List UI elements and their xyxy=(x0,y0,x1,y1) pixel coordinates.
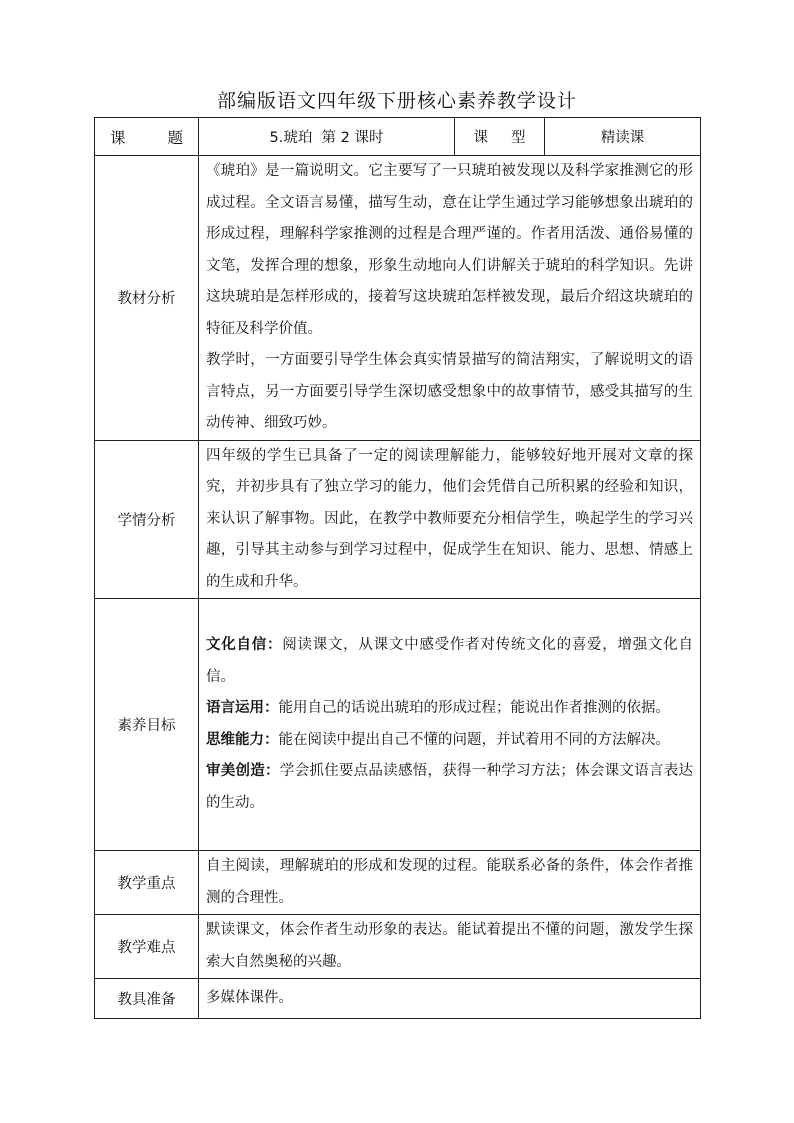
learner-text: 四年级的学生已具备了一定的阅读理解能力，能够较好地开展对文章的探究，并初步具有了独立学习的能力，他们会凭借自己所积累的经验和知识，来认识了解事物。因此，在教学中教师要充分相信学生，唤起学生的学习兴趣，引导其主动参与到学习过程中，促成学生在知识、能力、思想、情感上的生成和升华。 xyxy=(206,447,693,590)
goal-item xyxy=(206,630,693,693)
analysis-label: 教材分析 xyxy=(95,156,199,441)
difficulties-content: 默读课文，体会作者生动形象的表达。能试着提出不懂的问题，激发学生探索大自然奥秘的兴趣。 xyxy=(199,915,701,979)
lesson-plan-table xyxy=(94,117,701,1019)
key-points-label: 教学重点 xyxy=(95,851,199,915)
materials-label: 教具准备 xyxy=(95,979,199,1019)
lesson-title: 5.琥珀 第 2 课时 xyxy=(199,118,455,156)
subject-label-part1: 课 xyxy=(110,128,126,147)
key-points-content: 自主阅读，理解琥珀的形成和发现的过程。能联系必备的条件，体会作者推测的合理性。 xyxy=(199,851,701,915)
difficulties-label: 教学难点 xyxy=(95,915,199,979)
goal-text: 学会抓住要点品读感悟，获得一种学习方法；体会课文语言表达的生动。 xyxy=(206,763,693,811)
analysis-row xyxy=(95,156,701,441)
difficulties-row xyxy=(95,915,701,979)
document-title: 部编版语文四年级下册核心素养教学设计 xyxy=(216,90,577,112)
goal-key: 审美创造： xyxy=(206,763,280,779)
goal-item xyxy=(206,756,693,819)
header-row xyxy=(95,118,701,156)
materials-row xyxy=(95,979,701,1019)
learner-label: 学情分析 xyxy=(95,440,199,599)
type-label: 课 型 xyxy=(455,118,545,156)
analysis-content xyxy=(199,156,701,441)
goal-text: 能在阅读中提出自己不懂的问题，并试着用不同的方法解决。 xyxy=(278,731,670,748)
goal-text: 能用自己的话说出琥珀的形成过程；能说出作者推测的依据。 xyxy=(278,700,670,716)
goal-item xyxy=(206,693,693,725)
goal-text: 阅读课文，从课文中感受作者对传统文化的喜爱，增强文化自信。 xyxy=(206,637,694,685)
type-value: 精读课 xyxy=(545,118,701,156)
learner-content xyxy=(199,440,701,599)
goal-item xyxy=(206,725,693,757)
analysis-paragraph-1: 《琥珀》是一篇说明文。它主要写了一只琥珀被发现以及科学家推测它的形成过程。全文语言易懂，描写生动，意在让学生通过学习能够想象出琥珀的形成过程，理解科学家推测的过程是合理严谨的。作者用活泼、通俗易懂的文笔，发挥合理的想象，形象生动地向人们讲解关于琥珀的科学知识。先讲这块琥珀是怎样形成的，接着写这块琥珀怎样被发现，最后介绍这块琥珀的特征及科学价值。 xyxy=(206,163,693,337)
goals-row xyxy=(95,599,701,851)
goals-label: 素养目标 xyxy=(95,599,199,851)
subject-label-cell xyxy=(95,118,199,156)
subject-label-part2: 题 xyxy=(167,128,183,147)
materials-content: 多媒体课件。 xyxy=(199,979,701,1019)
goal-key: 语言运用： xyxy=(206,700,279,716)
goal-key: 思维能力： xyxy=(206,731,279,748)
goals-content xyxy=(199,599,701,851)
goal-key: 文化自信： xyxy=(206,637,283,653)
analysis-paragraph-2: 教学时，一方面要引导学生体会真实情景描写的简洁翔实，了解说明文的语言特点，另一方面要引导学生深切感受想象中的故事情节，感受其描写的生动传神、细致巧妙。 xyxy=(206,352,693,431)
key-points-row xyxy=(95,851,701,915)
learner-row xyxy=(95,440,701,599)
